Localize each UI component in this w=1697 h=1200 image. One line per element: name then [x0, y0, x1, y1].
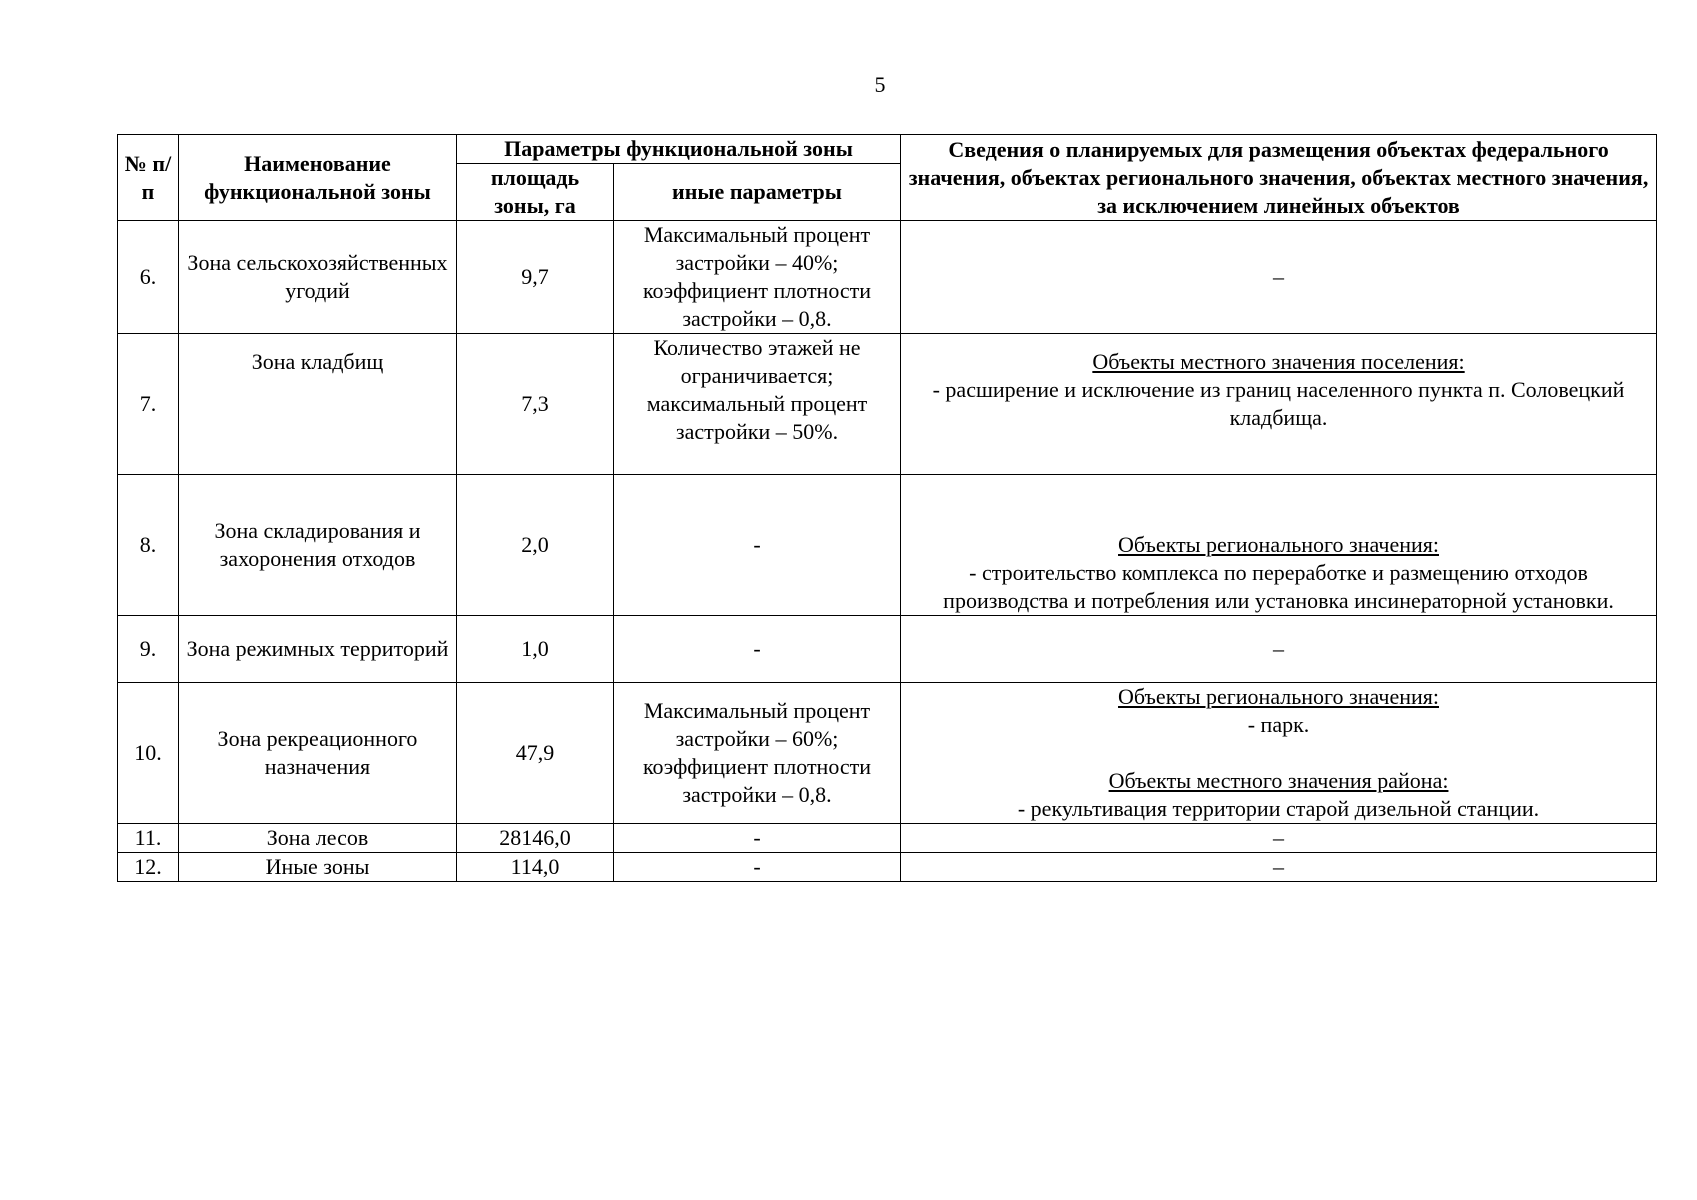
info-heading-2: Объекты местного значения района: [1108, 768, 1449, 793]
page-number: 5 [874, 72, 886, 97]
row-info [901, 475, 1657, 616]
row-num: 11. [118, 824, 179, 853]
info-text: - парк. [1247, 712, 1310, 737]
row-area: 114,0 [457, 853, 614, 882]
info-text: - расширение и исключение из границ населенного пункта п. Соловецкий кладбища. [932, 377, 1625, 430]
table-row [118, 221, 1657, 334]
row-num: 7. [118, 334, 179, 475]
row-other: - [614, 475, 901, 616]
header-info: Сведения о планируемых для размещения объектах федерального значения, объектах регионального значения, объектах местного значения, за исключением линейных объектов [901, 135, 1657, 221]
table-row [118, 853, 1657, 882]
table-row [118, 824, 1657, 853]
row-info: – [901, 616, 1657, 683]
row-info: – [901, 221, 1657, 334]
info-heading: Объекты местного значения поселения: [1092, 349, 1465, 374]
info-spacer [907, 739, 1650, 767]
header-params-group: Параметры функциональной зоны [457, 135, 901, 164]
row-other: Максимальный процент застройки – 60%; коэффициент плотности застройки – 0,8. [614, 683, 901, 824]
row-other: - [614, 824, 901, 853]
row-other: - [614, 853, 901, 882]
row-area: 1,0 [457, 616, 614, 683]
table-row [118, 475, 1657, 616]
row-info [901, 683, 1657, 824]
info-text: - строительство комплекса по переработке и размещению отходов производства и потребления или установка инсинераторной установки. [943, 560, 1614, 613]
row-info: – [901, 853, 1657, 882]
row-other: - [614, 616, 901, 683]
row-num: 12. [118, 853, 179, 882]
row-area: 47,9 [457, 683, 614, 824]
table-row [118, 616, 1657, 683]
row-info: – [901, 824, 1657, 853]
row-other: Максимальный процент застройки – 40%; коэффициент плотности застройки – 0,8. [614, 221, 901, 334]
info-text-2: - рекультивация территории старой дизельной станции. [1017, 796, 1540, 821]
row-num: 8. [118, 475, 179, 616]
row-name: Зона сельскохозяйственных угодий [179, 221, 457, 334]
zones-table [117, 134, 1657, 882]
row-num: 6. [118, 221, 179, 334]
row-name: Иные зоны [179, 853, 457, 882]
row-name: Зона лесов [179, 824, 457, 853]
row-name: Зона рекреационного назначения [179, 683, 457, 824]
row-num: 10. [118, 683, 179, 824]
row-name [179, 334, 457, 475]
row-other: Количество этажей не ограничивается; максимальный процент застройки – 50%. [614, 334, 901, 475]
header-num: № п/п [118, 135, 179, 221]
table-row [118, 683, 1657, 824]
row-area: 9,7 [457, 221, 614, 334]
header-other: иные параметры [614, 164, 901, 221]
header-name: Наименование функциональной зоны [179, 135, 457, 221]
header-area: площадь зоны, га [457, 164, 614, 221]
row-num: 9. [118, 616, 179, 683]
row-area: 2,0 [457, 475, 614, 616]
info-heading: Объекты регионального значения: [1118, 684, 1439, 709]
info-heading: Объекты регионального значения: [1118, 532, 1439, 557]
row-area: 28146,0 [457, 824, 614, 853]
row-info [901, 334, 1657, 475]
table-header-row [118, 135, 1657, 164]
row-area: 7,3 [457, 334, 614, 475]
row-name: Зона режимных территорий [179, 616, 457, 683]
table-row [118, 334, 1657, 475]
row-name-text: Зона кладбищ [251, 349, 384, 374]
row-name: Зона складирования и захоронения отходов [179, 475, 457, 616]
